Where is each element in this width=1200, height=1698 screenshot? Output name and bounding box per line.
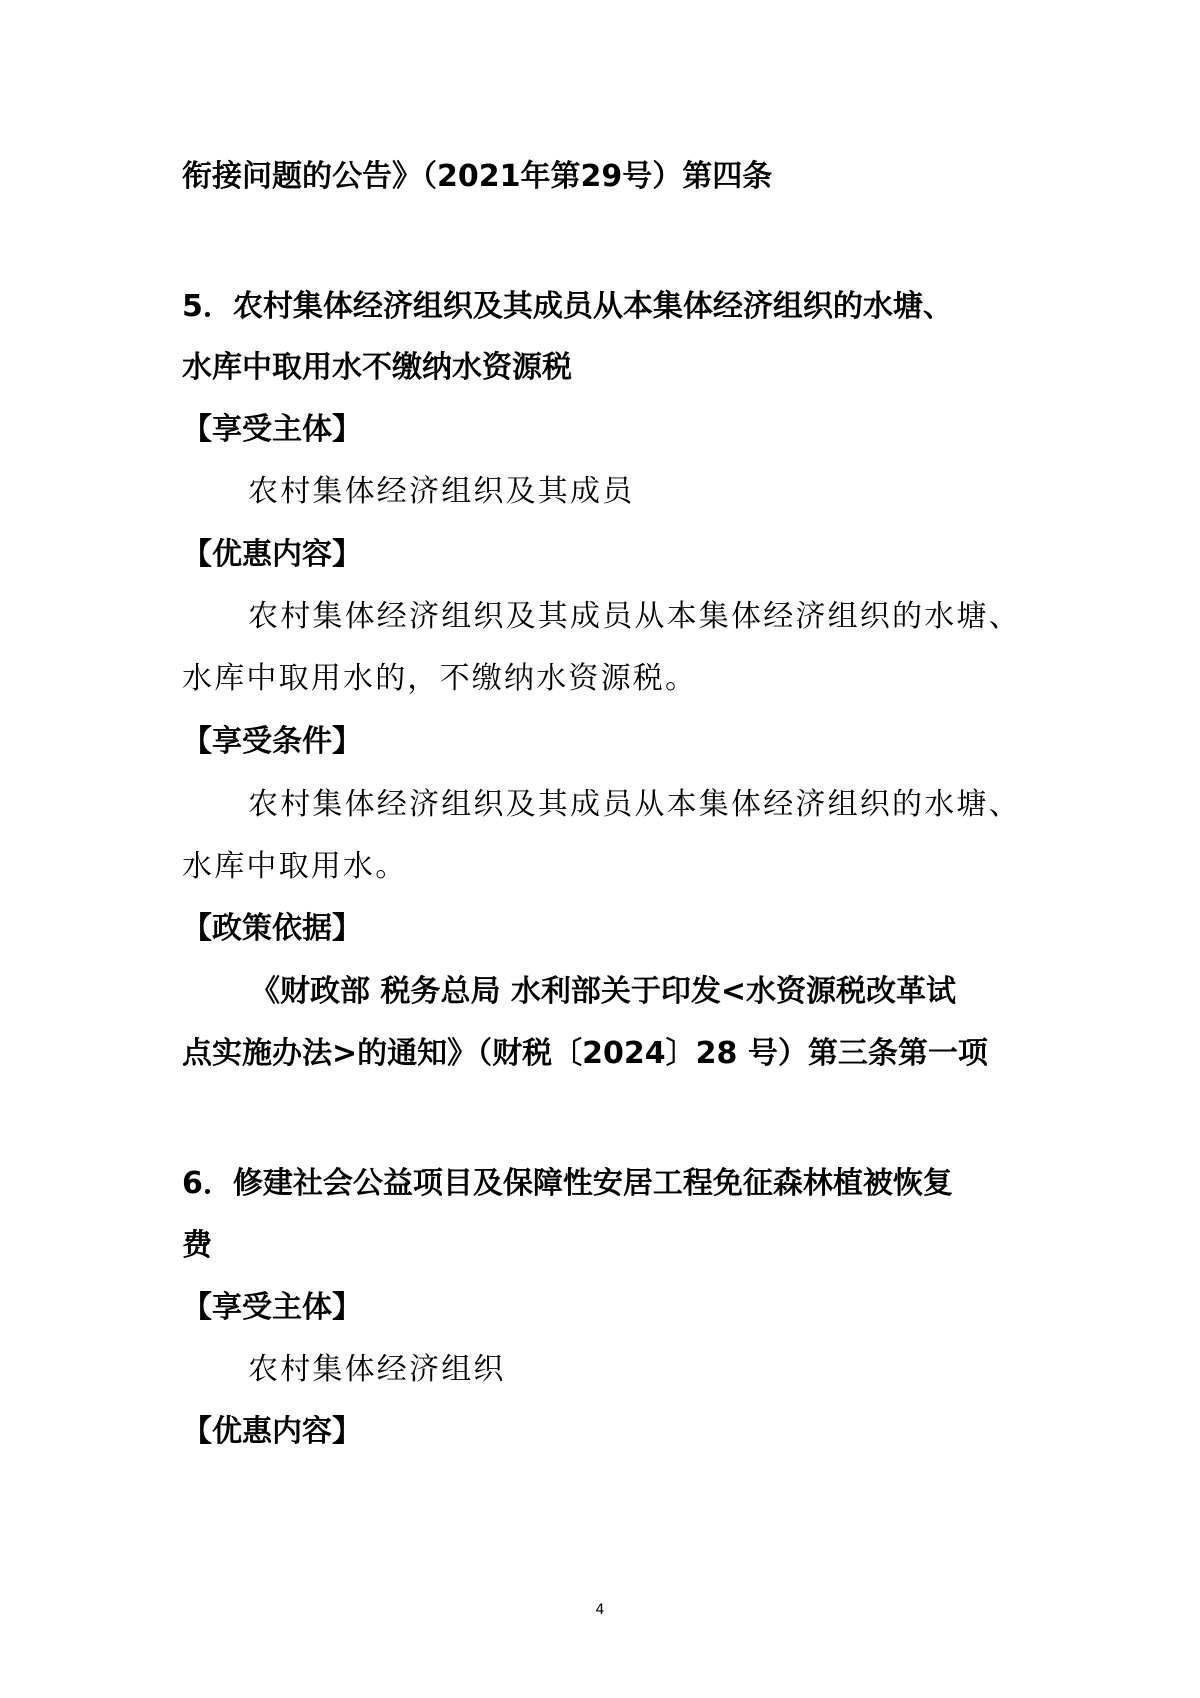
section-5-basis-line-2: 点实施办法>的通知》（财税〔2024〕28 号）第三条第一项 [182,1036,988,1071]
section-5-condition-line-1: 农村集体经济组织及其成员从本集体经济组织的水塘、 [248,787,1021,822]
page-number: 4 [595,1602,605,1618]
section-5-condition-line-2: 水库中取用水。 [182,849,408,884]
section-5-subject-label: 【享受主体】 [182,412,362,447]
section-5-content-line-2: 水库中取用水的，不缴纳水资源税。 [182,661,698,696]
continuation-text: 衔接问题的公告》（2021年第29号）第四条 [182,159,773,194]
section-5-condition-label: 【享受条件】 [182,724,362,759]
section-5-heading-line-1: 5．农村集体经济组织及其成员从本集体经济组织的水塘、 [182,289,953,324]
section-6-heading-line-2: 费 [182,1228,212,1263]
section-5-content-line-1: 农村集体经济组织及其成员从本集体经济组织的水塘、 [248,599,1021,634]
section-6-heading-line-1: 6．修建社会公益项目及保障性安居工程免征森林植被恢复 [182,1166,953,1201]
section-6-subject-label: 【享受主体】 [182,1290,362,1325]
section-6-subject-text: 农村集体经济组织 [248,1352,506,1387]
section-6-content-label: 【优惠内容】 [182,1414,362,1449]
section-5-basis-line-1: 《财政部 税务总局 水利部关于印发<水资源税改革试 [250,974,957,1009]
section-5-basis-label: 【政策依据】 [182,911,362,946]
section-5-subject-text: 农村集体经济组织及其成员 [248,474,635,509]
section-5-content-label: 【优惠内容】 [182,537,362,572]
section-5-heading-line-2: 水库中取用水不缴纳水资源税 [182,350,572,385]
